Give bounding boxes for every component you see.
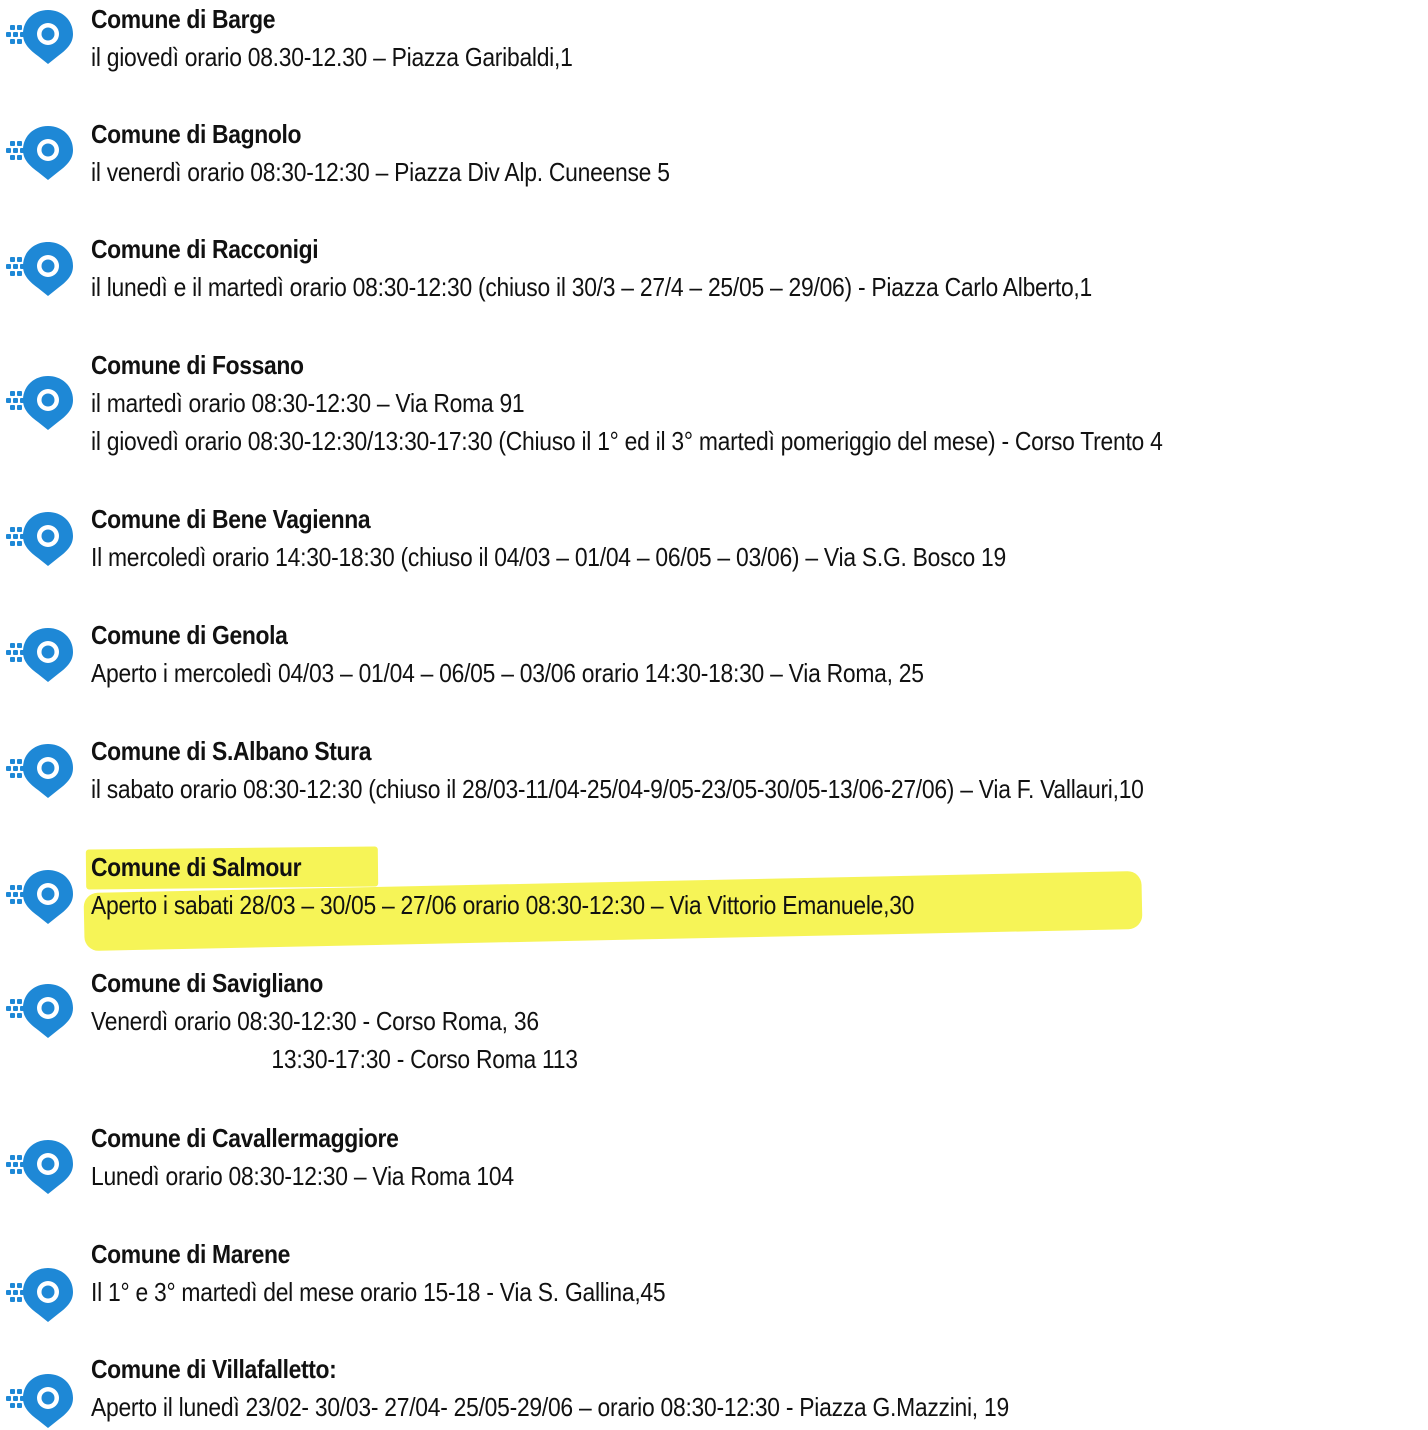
entry-title: Comune di S.Albano Stura (91, 736, 372, 766)
entry-line: Aperto i mercoledì 04/03 – 01/04 – 06/05 – 03/06 orario 14:30-18:30 – Via Roma, 25 (91, 658, 924, 688)
location-pin-icon (4, 238, 78, 298)
entry-title: Comune di Salmour (91, 852, 302, 882)
entry-line: il martedì orario 08:30-12:30 – Via Roma 91 (91, 388, 525, 418)
entry-line: il giovedì orario 08:30-12:30/13:30-17:30 (Chiuso il 1° ed il 3° martedì pomeriggio del mese) - Corso Trento 4 (91, 426, 1163, 456)
location-pin-icon (4, 866, 78, 926)
entry-line: Venerdì orario 08:30-12:30 - Corso Roma, 36 (91, 1006, 539, 1036)
entry-title: Comune di Barge (91, 4, 276, 34)
entry-line: il sabato orario 08:30-12:30 (chiuso il 28/03-11/04-25/04-9/05-23/05-30/05-13/06-27/06) – Via F. Vallauri,10 (91, 774, 1144, 804)
entry-line: 13:30-17:30 - Corso Roma 113 (271, 1044, 578, 1074)
entry-line: Aperto i sabati 28/03 – 30/05 – 27/06 orario 08:30-12:30 – Via Vittorio Emanuele,30 (91, 890, 915, 920)
location-pin-icon (4, 1370, 78, 1430)
entry-line: Lunedì orario 08:30-12:30 – Via Roma 104 (91, 1161, 514, 1191)
location-pin-icon (4, 1264, 78, 1324)
entry-title: Comune di Genola (91, 620, 288, 650)
location-pin-icon (4, 508, 78, 568)
location-pin-icon (4, 1136, 78, 1196)
location-pin-icon (4, 980, 78, 1040)
entry-title: Comune di Cavallermaggiore (91, 1123, 399, 1153)
location-pin-icon (4, 6, 78, 66)
entry-line: Aperto il lunedì 23/02- 30/03- 27/04- 25/05-29/06 – orario 08:30-12:30 - Piazza G.Mazzini, 19 (91, 1392, 1009, 1422)
entry-title: Comune di Fossano (91, 350, 304, 380)
entry-line: il venerdì orario 08:30-12:30 – Piazza Div Alp. Cuneense 5 (91, 157, 670, 187)
entry-line: Il mercoledì orario 14:30-18:30 (chiuso il 04/03 – 01/04 – 06/05 – 03/06) – Via S.G. Bosco 19 (91, 542, 1006, 572)
entry-title: Comune di Bene Vagienna (91, 504, 371, 534)
entry-line: Il 1° e 3° martedì del mese orario 15-18 - Via S. Gallina,45 (91, 1277, 666, 1307)
entry-title: Comune di Villafalletto: (91, 1354, 337, 1384)
entry-title: Comune di Racconigi (91, 234, 319, 264)
location-pin-icon (4, 740, 78, 800)
entry-title: Comune di Savigliano (91, 968, 323, 998)
location-pin-icon (4, 624, 78, 684)
location-pin-icon (4, 122, 78, 182)
entry-title: Comune di Marene (91, 1239, 291, 1269)
location-pin-icon (4, 372, 78, 432)
entry-line: il lunedì e il martedì orario 08:30-12:30 (chiuso il 30/3 – 27/4 – 25/05 – 29/06) - Piazza Carlo Alberto,1 (91, 272, 1092, 302)
entry-line: il giovedì orario 08.30-12.30 – Piazza Garibaldi,1 (91, 42, 573, 72)
entry-title: Comune di Bagnolo (91, 119, 302, 149)
